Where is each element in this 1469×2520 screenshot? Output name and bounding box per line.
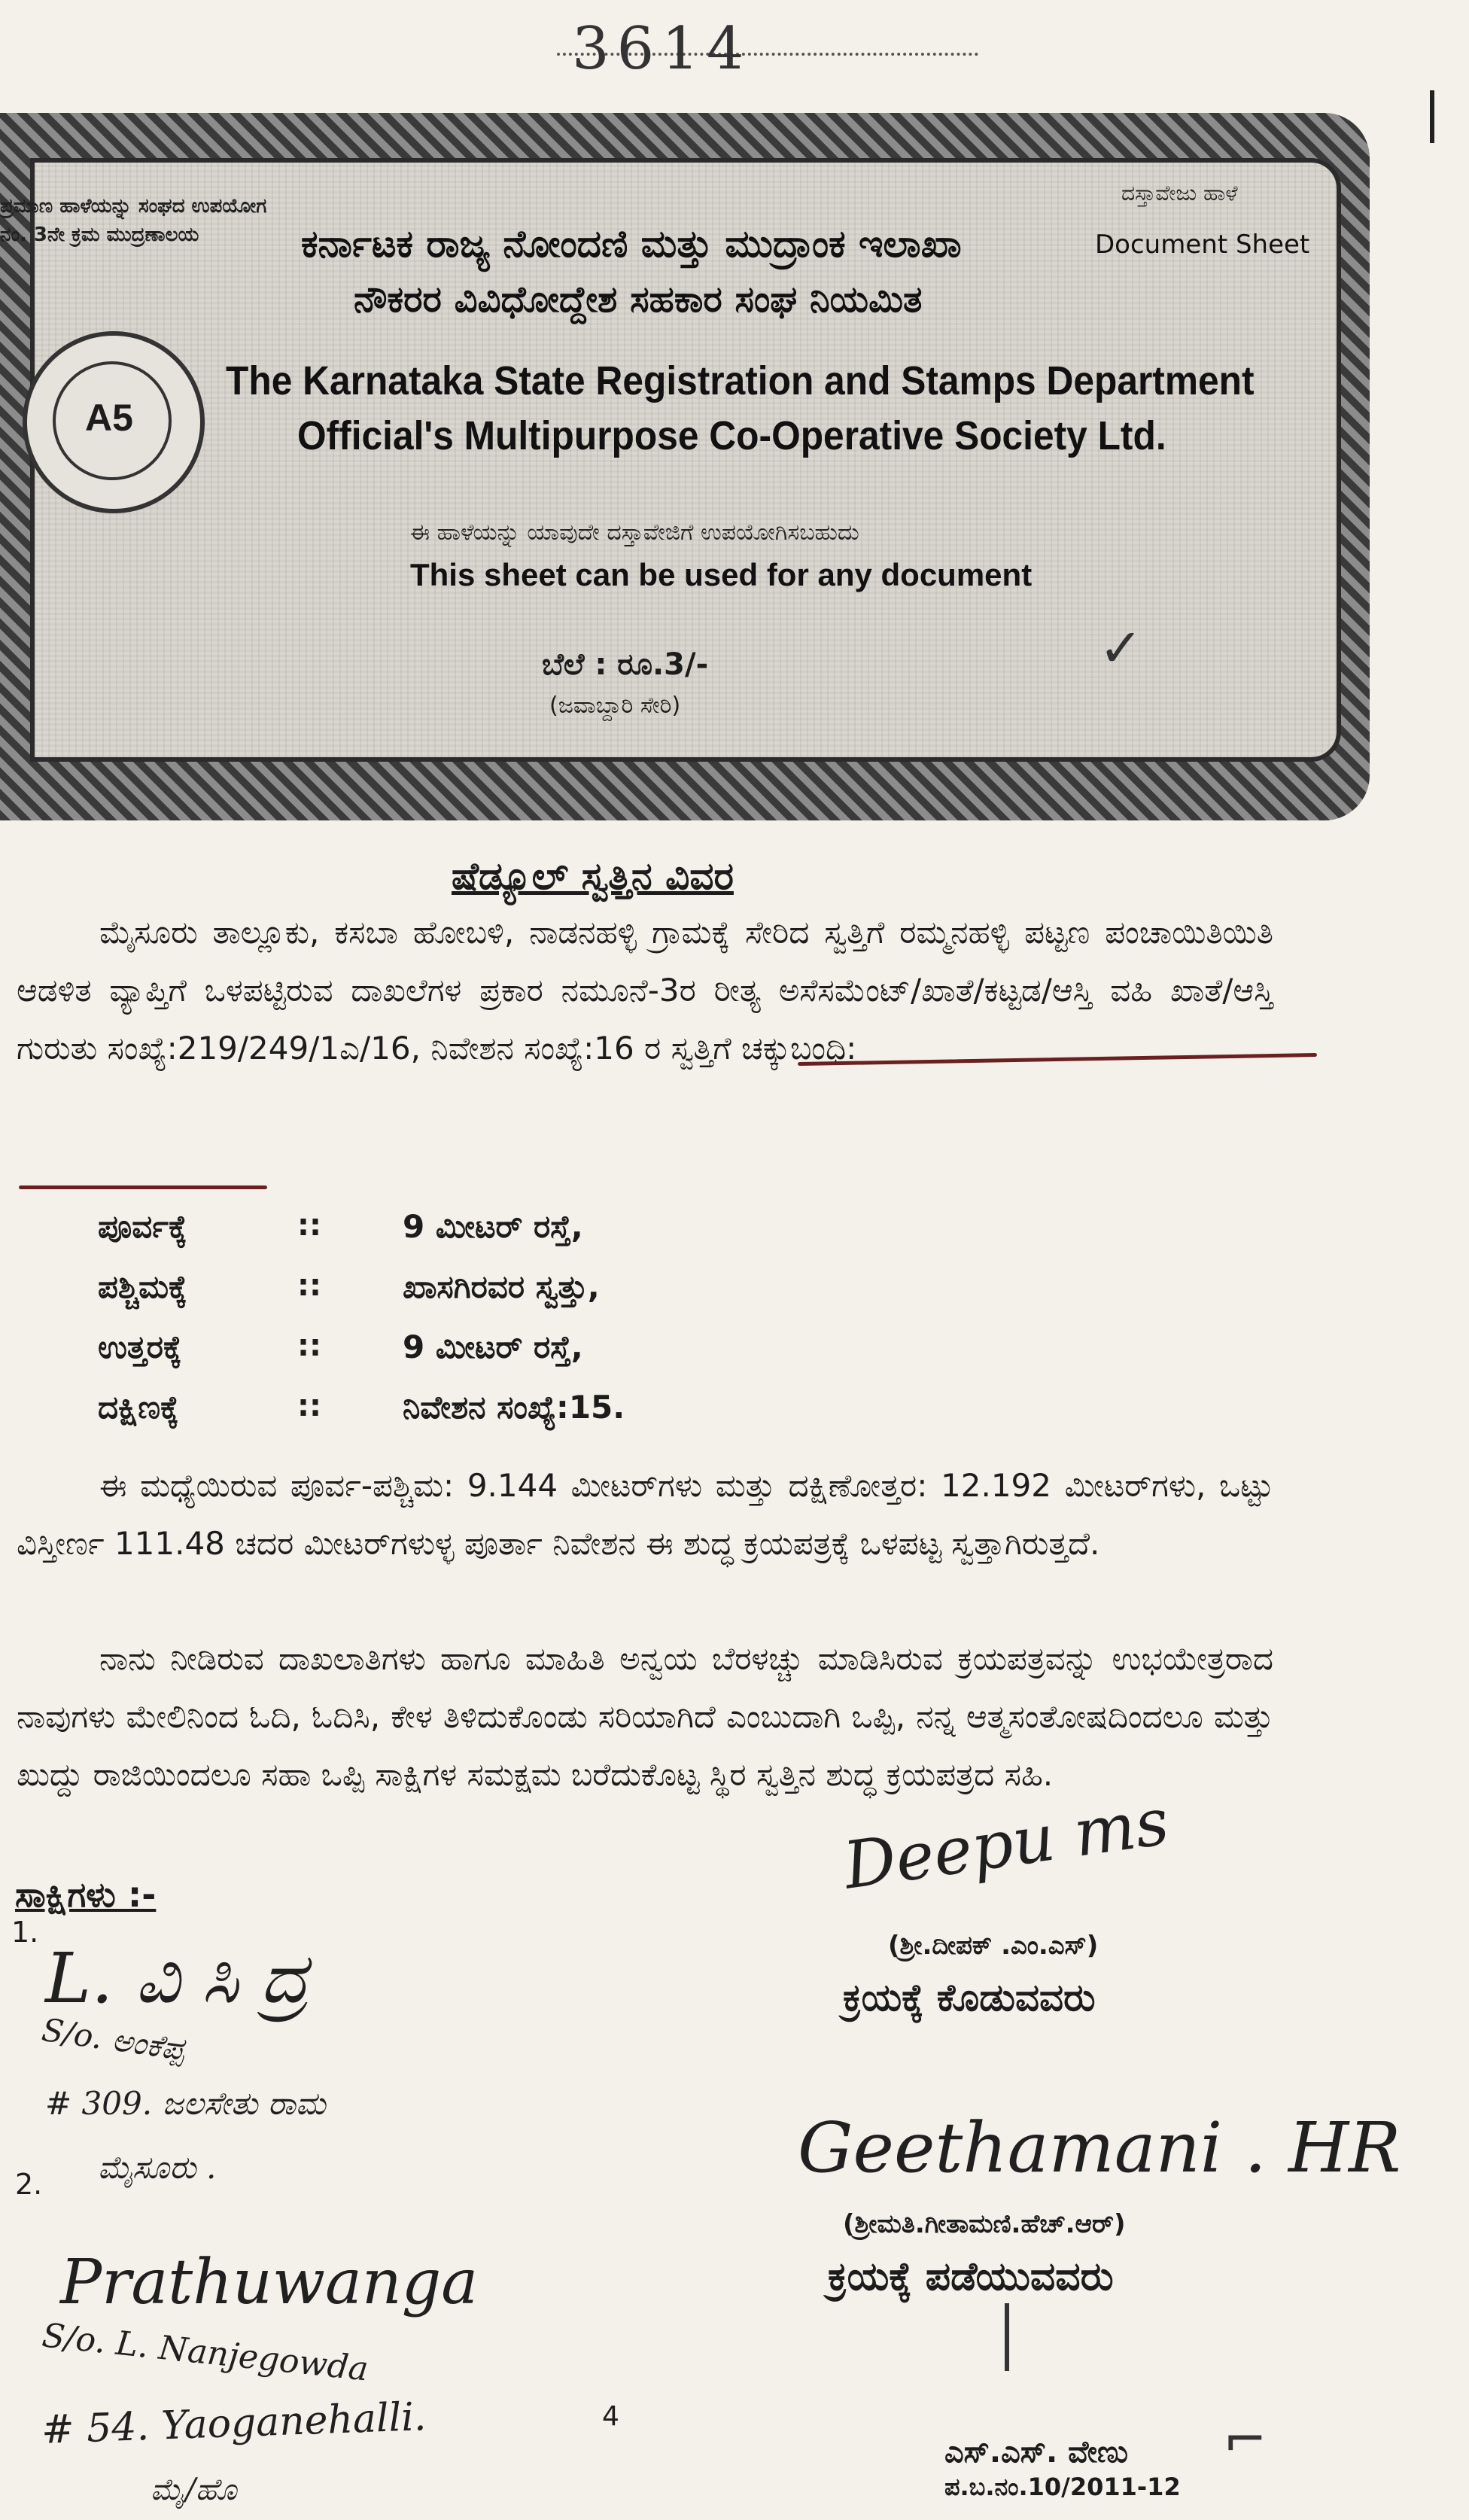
boundary-separator: :: — [297, 1268, 321, 1303]
page-number: 4 — [602, 2401, 619, 2432]
sheet-price: ಬೆಲೆ : ರೂ.3/- — [542, 647, 709, 682]
handwritten-reference-number: 3614 — [572, 15, 752, 83]
document-sheet-label-kannada: ದಸ್ತಾವೇಜು ಹಾಳೆ — [1121, 181, 1238, 205]
witness-1-number: 1. — [11, 1916, 39, 1949]
boundary-direction: ಪೂರ್ವಕ್ಕೆ — [98, 1208, 187, 1245]
sheet-price-note: (ಜವಾಬ್ದಾರಿ ಸೇರಿ) — [549, 692, 681, 719]
usage-note-kannada: ಈ ಹಾಳೆಯನ್ನು ಯಾವುದೇ ದಸ್ತಾವೇಜಿಗೆ ಉಪಯೋಗಿಸಬಹುದು — [410, 519, 859, 546]
seller-name: (ಶ್ರೀ.ದೀಪಕ್ .ಎಂ.ಎಸ್) — [888, 1931, 1099, 1961]
witness-1-parent: S/o. ಅಂಕೆಪ್ಪ — [39, 2010, 187, 2068]
property-description-paragraph: ಮೈಸೂರು ತಾಲ್ಲೂಕು, ಕಸಬಾ ಹೋಬಳಿ, ನಾಡನಹಳ್ಳಿ ಗ್ರಾಮಕ್ಕೆ ಸೇರಿದ ಸ್ವತ್ತಿಗೆ ರಮ್ಮನಹಳ್ಳಿ ಪಟ್ಟಣ ಪಂಚಾಯಿತಿಯಿತಿ ಆಡಳಿತ ವ್ಯಾಪ್ತಿಗೆ ಒಳಪಟ್ಟಿರುವ ದಾಖಲೆಗಳ ಪ್ರಕಾರ ನಮೂನೆ-3ರ ರೀತ್ಯ ಅಸೆಸಮೆಂಟ್/ಖಾತೆ/ಕಟ್ಟಡ/ಆಸ್ತಿ ವಹಿ ಖಾತೆ/ಆಸ್ತಿ ಗುರುತು ಸಂಖ್ಯೆ:219/249/1ಎ/16, ನಿವೇಶನ ಸಂಖ್ಯೆ:16 ರ ಸ್ವತ್ತಿಗೆ ಚಕ್ಕುಬಂಧಿ: — [17, 914, 1273, 1067]
document-sheet-label: Document Sheet — [1095, 230, 1310, 260]
witnesses-heading: ಸಾಕ್ಷಿಗಳು :- — [15, 1874, 157, 1915]
witness-1-signature: L. ವಿ ಸಿ ದ್ರ — [45, 1938, 309, 2019]
scribe-registration: ಪ.ಬ.ನಂ.10/2011-12 — [944, 2473, 1181, 2501]
office-note-line2: ನಂ. 3ನೇ ಕ್ರಮ ಮುದ್ರಣಾಲಯ — [0, 224, 199, 246]
society-name-kannada: ನೌಕರರ ವಿವಿಧೋದ್ದೇಶ ಸಹಕಾರ ಸಂಘ ನಿಯಮಿತ — [354, 278, 923, 321]
boundary-separator: :: — [297, 1208, 321, 1243]
usage-note: This sheet can be used for any document — [410, 557, 1033, 592]
department-name: The Karnataka State Registration and Stamps Department — [226, 358, 1255, 403]
boundary-separator: :: — [297, 1389, 321, 1423]
declaration-paragraph: ನಾನು ನೀಡಿರುವ ದಾಖಲಾತಿಗಳು ಹಾಗೂ ಮಾಹಿತಿ ಅನ್ವಯ ಬೆರಳಚ್ಚು ಮಾಡಿಸಿರುವ ಕ್ರಯಪತ್ರವನ್ನು ಉಭಯೇತ್ರರಾದ ನಾವುಗಳು ಮೇಲಿನಿಂದ ಓದಿ, ಓದಿಸಿ, ಕೇಳ ತಿಳಿದುಕೊಂಡು ಸರಿಯಾಗಿದೆ ಎಂಬುದಾಗಿ ಒಪ್ಪಿ, ನನ್ನ ಆತ್ಮಸಂತೋಷದಿಂದಲೂ ಮತ್ತು ಖುದ್ದು ರಾಜಿಯಿಂದಲೂ ಸಹಾ ಒಪ್ಪಿ ಸಾಕ್ಷಿಗಳ ಸಮಕ್ಷಮ ಬರೆದುಕೊಟ್ಟ ಸ್ಥಿರ ಸ್ವತ್ತಿನ ಶುದ್ಧ ಕ್ರಯಪತ್ರದ ಸಹಿ. — [17, 1640, 1273, 1793]
underline-mark — [19, 1185, 267, 1189]
witness-2-signature: Prathuwanga — [60, 2247, 479, 2318]
pen-mark-icon: ⌐ — [1223, 2409, 1267, 2470]
seal-code: A5 — [85, 397, 133, 439]
boundary-direction: ಉತ್ತರಕ್ಕೆ — [98, 1328, 182, 1365]
check-mark-icon: ✓ — [1099, 617, 1143, 679]
boundary-value: ಖಾಸಗಿರವರ ಸ್ವತ್ತು, — [403, 1268, 600, 1305]
witness-2-address: # 54. Yaoganehalli. — [41, 2394, 427, 2453]
witness-2-parent: S/o. L. Nanjegowda — [40, 2316, 370, 2389]
boundary-value: ನಿವೇಶನ ಸಂಖ್ಯೆ:15. — [403, 1389, 625, 1426]
boundary-separator: :: — [297, 1328, 321, 1363]
property-dimensions-paragraph: ಈ ಮಧ್ಯೆಯಿರುವ ಪೂರ್ವ-ಪಶ್ಚಿಮ: 9.144 ಮೀಟರ್‌ಗಳು ಮತ್ತು ದಕ್ಷಿಣೋತ್ತರ: 12.192 ಮೀಟರ್‌ಗಳು, ಒಟ್ಟು ವಿಸ್ತೀರ್ಣ 111.48 ಚದರ ಮೀಟರ್‌ಗಳುಳ್ಳ ಪೂರ್ತಾ ನಿವೇಶನ ಈ ಶುದ್ಧ ಕ್ರಯಪತ್ರಕ್ಕೆ ಒಳಪಟ್ಟ ಸ್ವತ್ತಾಗಿರುತ್ತದೆ. — [17, 1467, 1273, 1562]
department-name-kannada: ಕರ್ನಾಟಕ ರಾಜ್ಯ ನೋಂದಣಿ ಮತ್ತು ಮುದ್ರಾಂಕ ಇಲಾಖಾ — [301, 222, 962, 266]
boundary-value: 9 ಮೀಟರ್ ರಸ್ತೆ, — [403, 1328, 583, 1365]
pen-mark — [1005, 2303, 1009, 2371]
schedule-title: ಷೆಡ್ಯೂಲ್ ಸ್ವತ್ತಿನ ವಿವರ — [452, 854, 734, 898]
boundary-value: 9 ಮೀಟರ್ ರಸ್ತೆ, — [403, 1208, 583, 1245]
buyer-signature: Geethamani . HR — [798, 2108, 1401, 2188]
scribe-name: ಎಸ್.ಎಸ್. ವೇಣು — [944, 2435, 1128, 2470]
office-note-line1: ಪ್ರಮಾಣ ಹಾಳೆಯನ್ನು ಸಂಘದ ಉಪಯೋಗ — [0, 195, 267, 218]
witness-1-address: # 309. ಜಲಸೇತು ರಾಮ — [45, 2085, 326, 2122]
witness-2-number: 2. — [15, 2168, 43, 2201]
society-name: Official's Multipurpose Co-Operative Society Ltd. — [297, 413, 1166, 458]
witness-2-city: ಮೈ/ಹೊ — [151, 2473, 237, 2507]
witness-1-city: ಮೈಸೂರು . — [98, 2149, 217, 2186]
buyer-role: ಕ್ರಯಕ್ಕೆ ಪಡೆಯುವವರು — [828, 2254, 1114, 2299]
seller-role: ಕ್ರಯಕ್ಕೆ ಕೊಡುವವರು — [843, 1976, 1096, 2019]
buyer-name: (ಶ್ರೀಮತಿ.ಗೀತಾಮಣಿ.ಹೆಚ್.ಆರ್) — [843, 2209, 1126, 2239]
margin-mark — [1430, 90, 1434, 143]
office-note — [0, 192, 266, 249]
boundary-direction: ಪಶ್ಚಿಮಕ್ಕೆ — [98, 1268, 187, 1305]
boundary-direction: ದಕ್ಷಿಣಕ್ಕೆ — [98, 1389, 179, 1426]
seller-signature: Deepu ms — [839, 1784, 1174, 1904]
